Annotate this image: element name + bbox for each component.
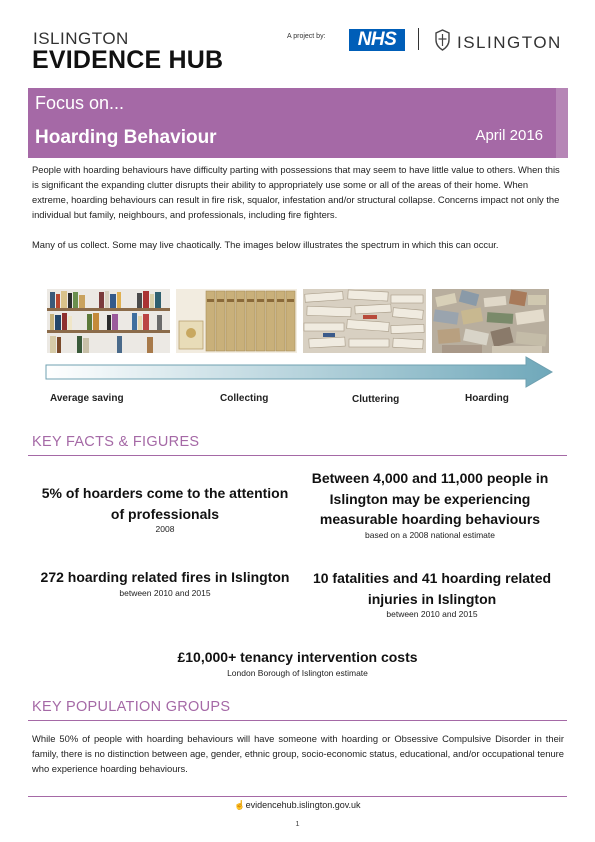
- pointer-hand-icon: ☝: [234, 800, 246, 810]
- project-by-label: A project by:: [287, 33, 326, 40]
- brand-subtitle: ISLINGTON: [33, 29, 129, 48]
- crest-icon: [434, 29, 451, 51]
- photo-cluttering: [303, 289, 426, 353]
- spectrum-label-average-saving: Average saving: [50, 393, 124, 404]
- fact-source: London Borough of Islington estimate: [227, 667, 368, 678]
- intro-paragraph-2: Many of us collect. Some may live chaotically. The images below illustrates the spectrum in which this can occur.: [32, 239, 499, 250]
- photo-average-saving: [47, 289, 170, 353]
- title-banner: [28, 88, 567, 158]
- footer-url-text[interactable]: evidencehub.islington.gov.uk: [245, 800, 361, 810]
- spectrum-label-collecting: Collecting: [220, 393, 269, 404]
- spectrum-arrow: [44, 355, 554, 389]
- fact-headline: £10,000+ tenancy intervention costs: [177, 649, 418, 665]
- banner-topic-title: Hoarding Behaviour: [35, 127, 217, 148]
- fact-headline: Between 4,000 and 11,000 people in Islington may be experiencing measurable hoarding behaviours: [311, 470, 549, 527]
- fact-professionals: [40, 483, 290, 535]
- fact-source: 2008: [155, 524, 175, 534]
- photo-hoarding: [432, 289, 549, 353]
- brand-title: EVIDENCE HUB: [32, 46, 224, 74]
- fact-source: between 2010 and 2015: [386, 609, 478, 619]
- banner-focus-label: Focus on...: [35, 93, 125, 113]
- spectrum-label-cluttering: Cluttering: [352, 394, 400, 405]
- nhs-logo: NHS: [349, 29, 405, 51]
- photo-collecting: [176, 289, 297, 353]
- fact-fires: [40, 567, 290, 599]
- fact-source: between 2010 and 2015: [119, 587, 211, 598]
- islington-logo: ISLINGTON: [457, 33, 562, 52]
- spectrum-label-hoarding: Hoarding: [465, 393, 509, 404]
- banner-date: April 2016: [475, 127, 543, 144]
- fact-headline: 10 fatalities and 41 hoarding related injuries in Islington: [312, 570, 552, 607]
- fact-headline: 5% of hoarders come to the attention of professionals: [41, 485, 289, 522]
- fact-headline: 272 hoarding related fires in Islington: [40, 569, 290, 585]
- intro-text: [32, 162, 564, 267]
- population-heading: KEY POPULATION GROUPS: [32, 699, 231, 715]
- fact-islington-population: [292, 468, 568, 541]
- key-facts-rule: [28, 455, 567, 456]
- population-text: While 50% of people with hoarding behaviours will have someone with hoarding or Obsessive Compulsive Disorder in their family, there is no distinction between age, gender, ethnic group, socio-economic status, educational, and/or occupational tenure who experience hoarding behaviours.: [32, 733, 564, 774]
- page-number: 1: [295, 819, 300, 828]
- population-rule: [28, 720, 567, 721]
- footer-link[interactable]: [0, 800, 595, 811]
- fact-fatalities: [300, 568, 564, 620]
- logo-divider: [418, 28, 419, 50]
- banner-edge-tab: [556, 88, 568, 158]
- footer-rule: [28, 796, 567, 797]
- fact-source: based on a 2008 national estimate: [365, 529, 495, 540]
- key-facts-heading: KEY FACTS & FIGURES: [32, 434, 200, 450]
- fact-tenancy-costs: [0, 647, 595, 679]
- intro-paragraph-1: People with hoarding behaviours have difficulty parting with possessions that may seem to have little value to others. When this is significant the expanding clutter disrupts their ability to appropriately use some or all of the areas of their home. When extreme, hoarding behaviours can result in fire risk, squalor, infestation and/or structural collapse. Concerns impact not only the individual but family, neighbours, and professionals, including fire fighters.: [32, 164, 560, 220]
